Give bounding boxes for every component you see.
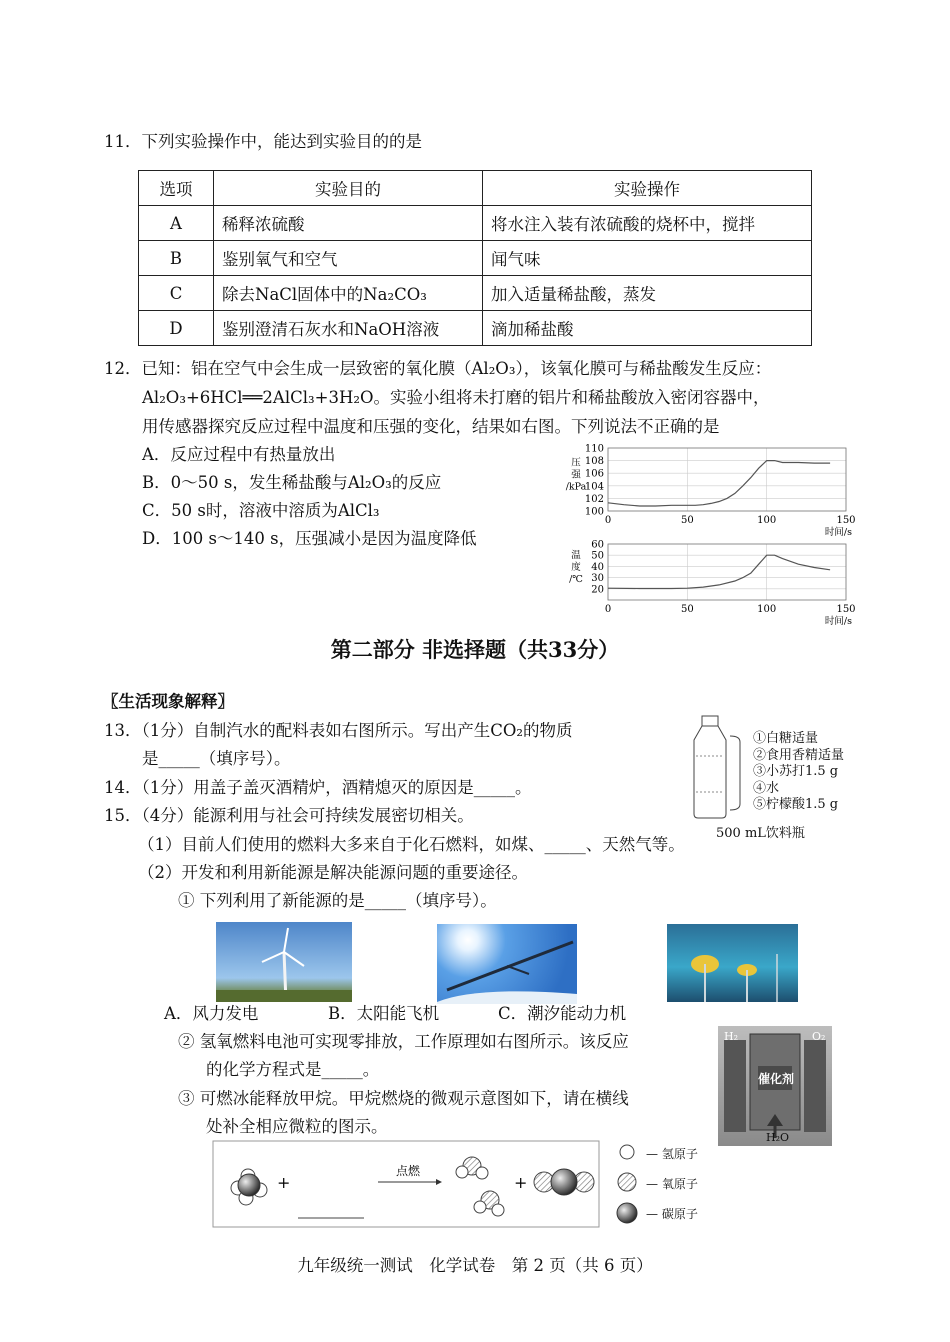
hydrogen-atom-icon <box>620 1145 634 1159</box>
plot-frame <box>608 448 846 511</box>
q14: 14．（1分）用盖子盖灭酒精炉，酒精熄灭的原因是_____。 <box>104 778 532 797</box>
x-tick-label: 0 <box>604 604 612 615</box>
h2-label: H₂ <box>724 1030 739 1043</box>
table-row <box>139 311 812 346</box>
choice-a: A．风力发电 <box>164 1004 259 1023</box>
q15-sub2-line2: 的化学方程式是_____。 <box>206 1060 380 1079</box>
oxygen-atom-icon <box>618 1173 636 1191</box>
table-row <box>139 276 812 311</box>
q12-option-b: B．0～50 s，发生稀盐酸与Al₂O₃的反应 <box>142 473 442 492</box>
q12-option-c: C．50 s时，溶液中溶质为AlCl₃ <box>142 501 380 520</box>
q11-table <box>138 170 812 346</box>
y-axis-label-char: 压 <box>571 457 581 469</box>
table-cell: D <box>139 311 214 346</box>
ingredient-item: ③小苏打1.5 g <box>753 764 839 779</box>
table-cell: 鉴别澄清石灰水和NaOH溶液 <box>214 311 483 346</box>
page-footer: 九年级统一测试 化学试卷 第 2 页（共 6 页） <box>297 1256 653 1275</box>
q15-sub1: ① 下列利用了新能源的是_____（填序号）。 <box>178 891 497 910</box>
section-heading: 〖生活现象解释〗 <box>102 692 234 711</box>
y-tick-label: 30 <box>591 573 604 585</box>
carbon-dioxide-molecule <box>534 1169 594 1195</box>
bottle-icon <box>680 712 750 822</box>
tidal-turbine-photo <box>667 924 798 1002</box>
y-tick-label: 108 <box>584 456 604 468</box>
catalyst-label: 催化剂 <box>758 1072 795 1086</box>
ingredient-item: ⑤柠檬酸1.5 g <box>753 797 839 812</box>
atom-legend-icons <box>615 1142 643 1228</box>
y-tick-label: 102 <box>584 493 604 505</box>
y-axis-label-unit: /℃ <box>569 574 583 585</box>
table-cell: 除去NaCl固体中的Na₂CO₃ <box>214 276 483 311</box>
table-cell: 稀释浓硫酸 <box>214 206 483 241</box>
x-tick-label: 150 <box>836 515 856 526</box>
q15-sub2-line1: ② 氢氧燃料电池可实现零排放，工作原理如右图所示。该反应 <box>178 1032 629 1051</box>
q12-option-d: D．100 s～140 s，压强减小是因为温度降低 <box>142 529 477 548</box>
x-tick-label: 100 <box>757 515 777 526</box>
q12-option-a: A．反应过程中有热量放出 <box>142 445 336 464</box>
x-tick-label: 100 <box>757 604 777 615</box>
x-tick-label: 50 <box>680 604 694 615</box>
q12-line1: 12．已知：铝在空气中会生成一层致密的氧化膜（Al₂O₃），该氧化膜可与稀盐酸发生反应： <box>104 359 772 378</box>
x-tick-label: 0 <box>604 515 612 526</box>
y-tick-label: 40 <box>591 561 604 573</box>
sensor-charts <box>560 440 860 635</box>
ingredient-item: ①白糖适量 <box>753 731 819 746</box>
y-axis-label-char: 强 <box>571 469 581 481</box>
series-line <box>608 555 830 588</box>
legend-oxygen: — 氧原子 <box>646 1177 698 1191</box>
x-tick-label: 50 <box>680 515 694 526</box>
o2-label: O₂ <box>812 1030 826 1043</box>
q11-stem: 11．下列实验操作中，能达到实验目的的是 <box>104 132 422 151</box>
x-axis-label: 时间/s <box>824 616 852 627</box>
column-header: 选项 <box>139 171 214 206</box>
table-cell: B <box>139 241 214 276</box>
table-cell: 鉴别氧气和空气 <box>214 241 483 276</box>
table-cell: A <box>139 206 214 241</box>
q15-sub3-line1: ③ 可燃冰能释放甲烷。甲烷燃烧的微观示意图如下，请在横线 <box>178 1089 629 1108</box>
y-tick-label: 50 <box>591 550 604 562</box>
table-header-row <box>139 171 812 206</box>
table-cell: 闻气味 <box>483 241 812 276</box>
y-axis-label-unit: /kPa <box>565 481 587 493</box>
solar-plane-photo <box>437 924 577 1004</box>
series-line <box>608 461 830 506</box>
x-axis-label: 时间/s <box>824 527 852 538</box>
table-row <box>139 241 812 276</box>
y-tick-label: 106 <box>584 468 604 480</box>
table-cell: 滴加稀盐酸 <box>483 311 812 346</box>
column-header: 实验操作 <box>483 171 812 206</box>
x-tick-label: 150 <box>836 604 856 615</box>
q15-part2: （2）开发和利用新能源是解决能源问题的重要途径。 <box>138 863 528 882</box>
ingredient-item: ②食用香精适量 <box>753 747 845 763</box>
bottle-caption: 500 mL饮料瓶 <box>716 826 805 841</box>
plot-frame <box>608 544 846 600</box>
legend-carbon: — 碳原子 <box>646 1207 698 1221</box>
choice-c: C．潮汐能动力机 <box>498 1004 627 1023</box>
q15-part1: （1）目前人们使用的燃料大多来自于化石燃料，如煤、_____、天然气等。 <box>138 835 685 854</box>
water-label: H₂O <box>766 1131 790 1144</box>
q13-line1: 13．（1分）自制汽水的配料表如右图所示。写出产生CO₂的物质 <box>104 721 573 740</box>
tidal-turbine-icon <box>667 924 798 1002</box>
combustion-micro-diagram <box>212 1140 607 1230</box>
reaction-condition: 点燃 <box>396 1164 421 1178</box>
y-tick-label: 104 <box>584 481 604 493</box>
legend-hydrogen: — 氢原子 <box>646 1147 698 1161</box>
column-header: 实验目的 <box>214 171 483 206</box>
y-tick-label: 110 <box>584 443 604 455</box>
solar-plane-icon <box>437 924 577 1004</box>
q12-line2: Al₂O₃+6HCl══2AlCl₃+3H₂O。实验小组将未打磨的铝片和稀盐酸放入密闭容器中， <box>142 388 770 407</box>
bottle-ingredients <box>753 731 844 814</box>
table-cell: C <box>139 276 214 311</box>
table-cell: 将水注入装有浓硫酸的烧杯中，搅拌 <box>483 206 812 241</box>
part2-title: 第二部分 非选择题（共33分） <box>330 637 620 662</box>
choice-b: B．太阳能飞机 <box>328 1004 440 1023</box>
y-axis-label-char: 温 <box>571 550 581 561</box>
y-tick-label: 60 <box>591 539 604 551</box>
y-tick-label: 20 <box>591 584 604 596</box>
q12-line3: 用传感器探究反应过程中温度和压强的变化，结果如右图。下列说法不正确的是 <box>142 417 720 436</box>
wind-turbine-photo <box>216 922 352 1002</box>
ingredient-item: ④水 <box>753 780 780 796</box>
plus-sign: + <box>514 1173 528 1192</box>
y-tick-label: 100 <box>584 506 604 518</box>
table-cell: 加入适量稀盐酸，蒸发 <box>483 276 812 311</box>
q15-stem: 15．（4分）能源利用与社会可持续发展密切相关。 <box>104 806 474 825</box>
carbon-atom-icon <box>617 1203 637 1223</box>
y-axis-label-char: 度 <box>571 562 581 573</box>
plus-sign: + <box>277 1173 291 1192</box>
wind-turbine-icon <box>216 922 352 1002</box>
table-row <box>139 206 812 241</box>
q13-line2: 是_____（填序号）。 <box>142 749 291 768</box>
q15-sub3-line2: 处补全相应微粒的图示。 <box>206 1117 388 1136</box>
